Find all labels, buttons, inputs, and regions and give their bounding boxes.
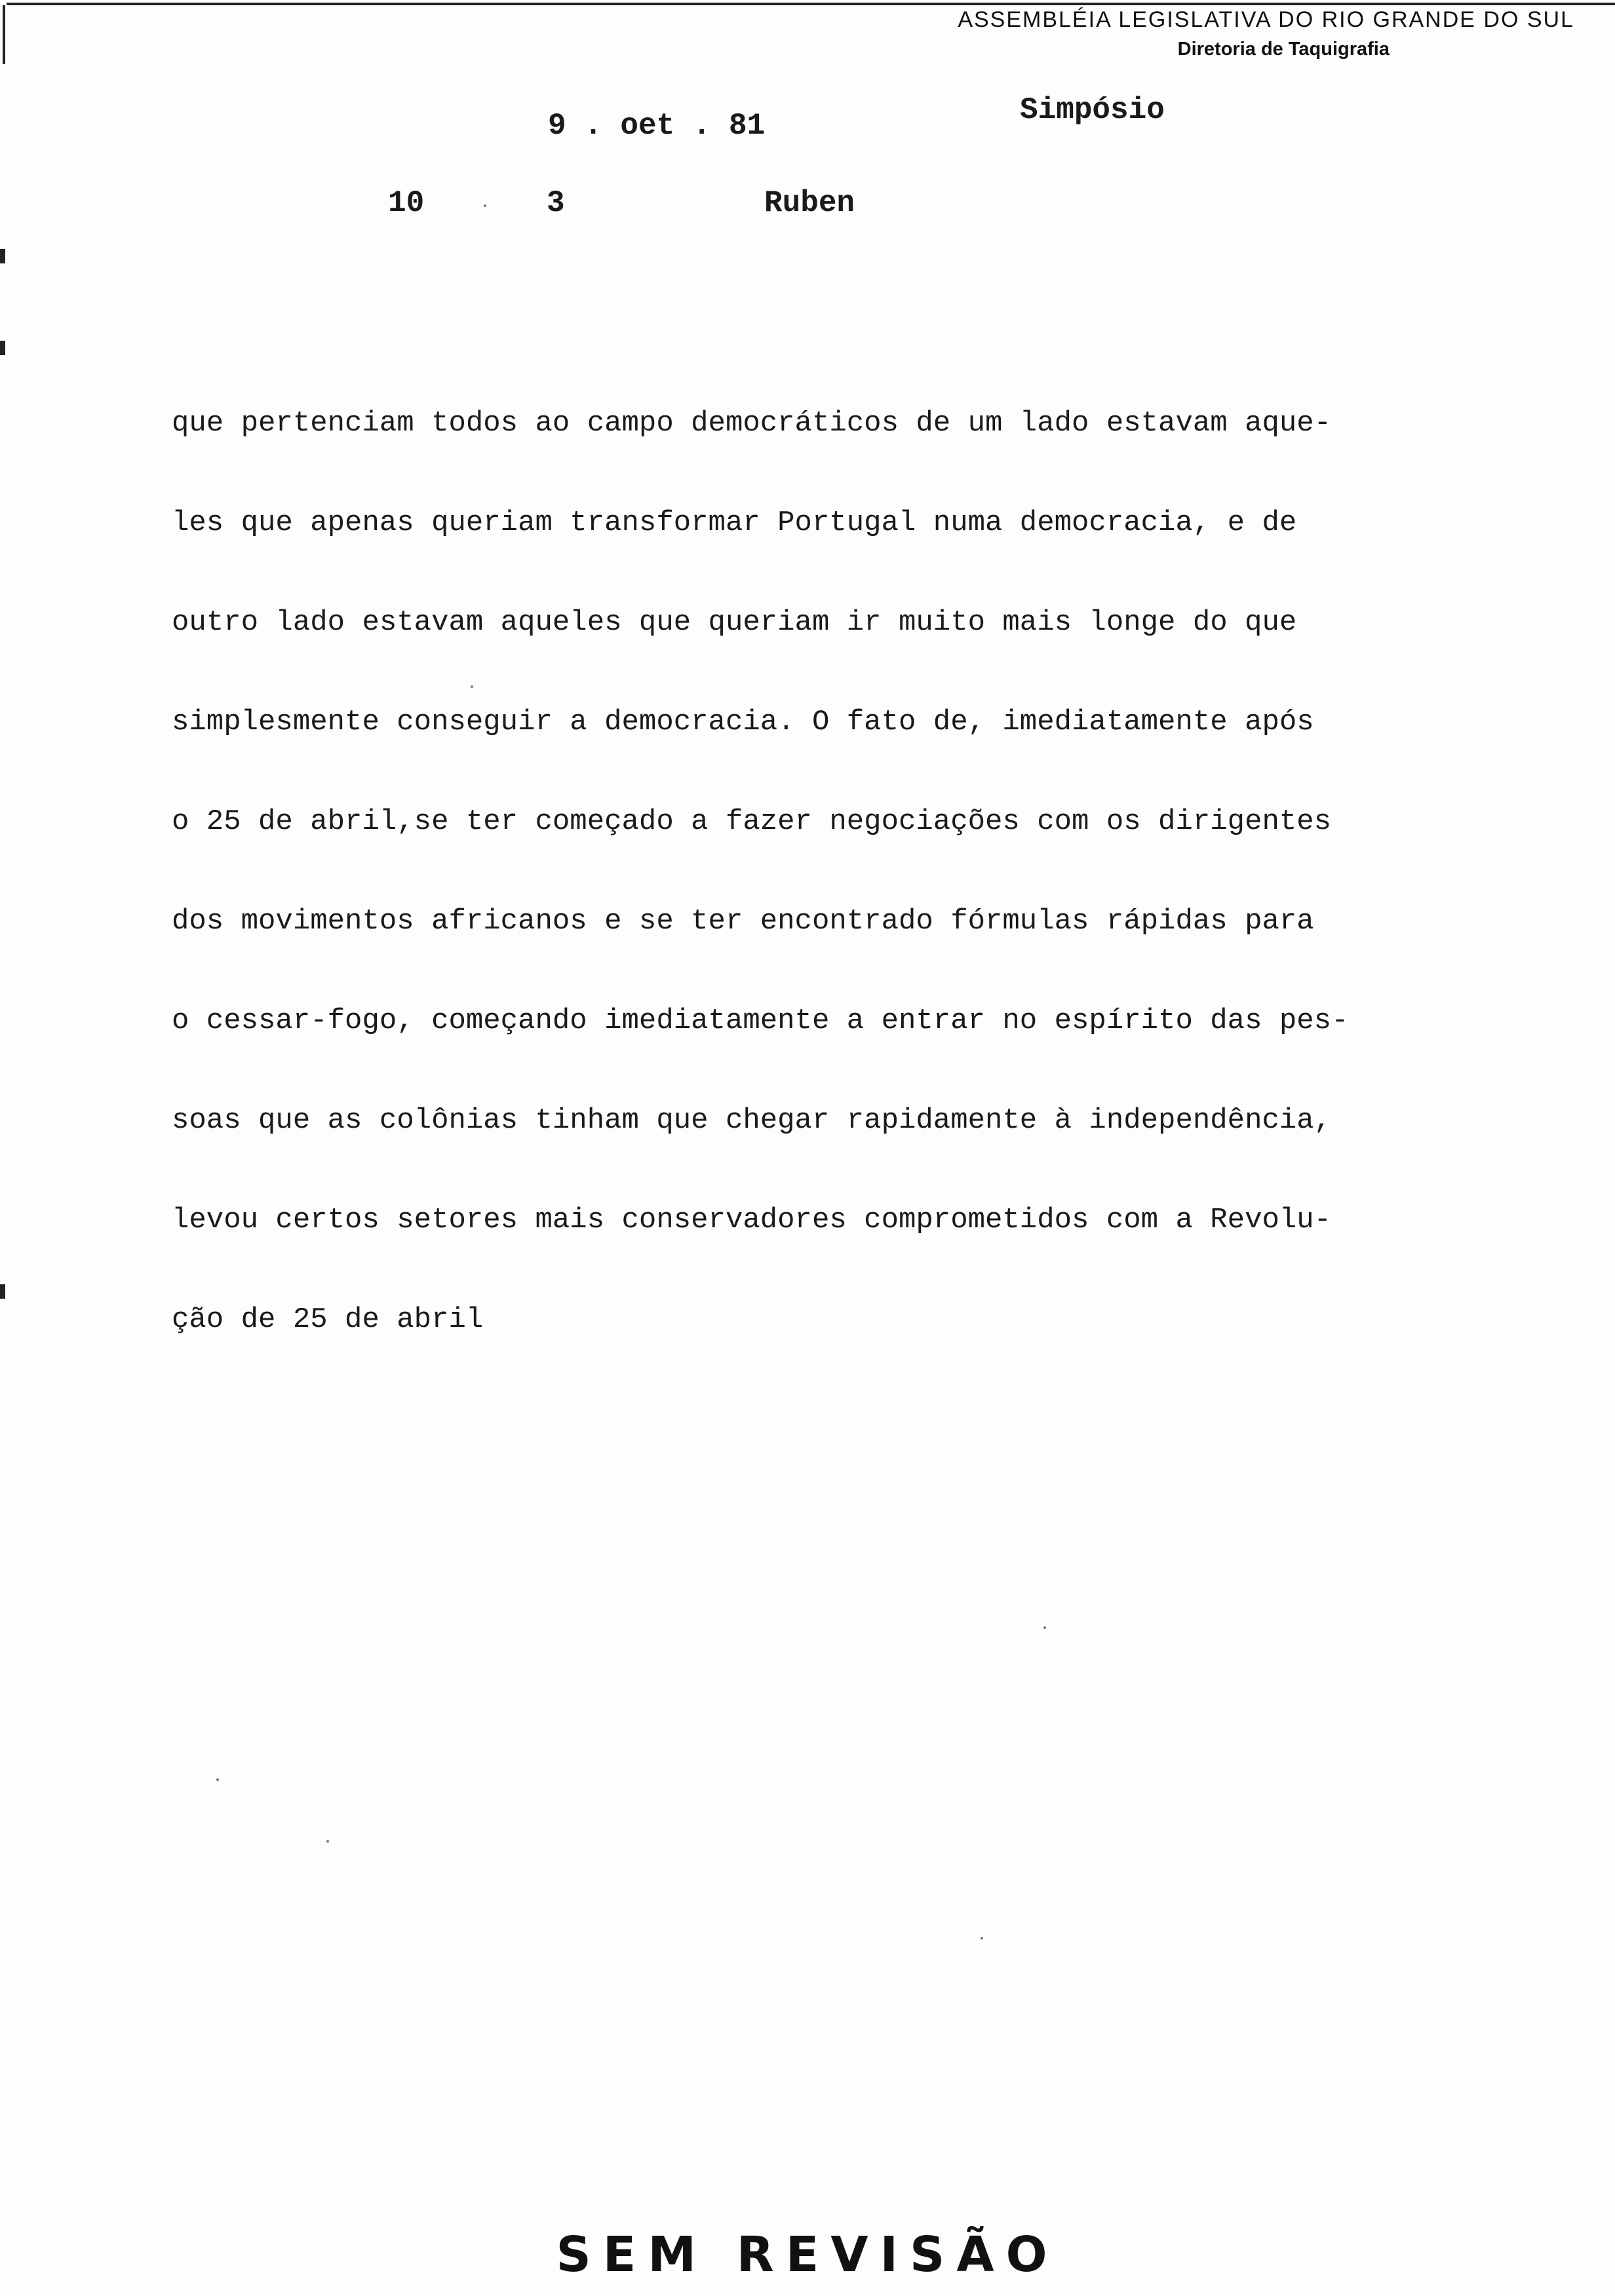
transcript-line: ção de 25 de abril bbox=[172, 1303, 484, 1336]
scan-speck bbox=[326, 1840, 329, 1843]
event-name: Simpósio bbox=[1020, 93, 1165, 127]
organization-name: ASSEMBLÉIA LEGISLATIVA DO RIO GRANDE DO SUL bbox=[958, 7, 1574, 32]
scan-speck bbox=[1043, 1626, 1046, 1629]
transcript-body bbox=[172, 397, 1522, 1393]
transcript-line: o cessar-fogo, começando imediatamente a entrar no espírito das pes- bbox=[172, 1004, 1349, 1037]
page-edge-mark bbox=[0, 249, 5, 263]
transcript-line: o 25 de abril,se ter começado a fazer negociações com os dirigentes bbox=[172, 805, 1332, 838]
scan-speck bbox=[216, 1778, 219, 1781]
transcript-line: dos movimentos africanos e se ter encontrado fórmulas rápidas para bbox=[172, 905, 1314, 938]
letterhead bbox=[958, 5, 1574, 64]
transcript-line: soas que as colônias tinham que chegar rapidamente à independência, bbox=[172, 1104, 1332, 1137]
scan-speck bbox=[981, 1937, 983, 1940]
scan-speck bbox=[471, 685, 473, 688]
page-edge-mark bbox=[0, 1284, 5, 1299]
transcript-line: que pertenciam todos ao campo democráticos de um lado estavam aque- bbox=[172, 407, 1332, 440]
transcript-line: les que apenas queriam transformar Portugal numa democracia, e de bbox=[172, 507, 1297, 539]
department-name: Diretoria de Taquigrafia bbox=[1177, 39, 1390, 60]
transcript-line: outro lado estavam aqueles que queriam ir muito mais longe do que bbox=[172, 606, 1297, 639]
scan-speck bbox=[484, 204, 486, 207]
sheet-number: 10 bbox=[388, 186, 425, 220]
page-edge-mark bbox=[0, 341, 5, 355]
part-number: 3 bbox=[547, 186, 565, 220]
speaker-name: Ruben bbox=[764, 186, 855, 220]
page-left-border bbox=[3, 5, 5, 64]
transcript-line: levou certos setores mais conservadores comprometidos com a Revolu- bbox=[172, 1204, 1332, 1236]
transcript-line: simplesmente conseguir a democracia. O fato de, imediatamente após bbox=[172, 706, 1314, 738]
sem-revisao-stamp: SEM REVISÃO bbox=[556, 2227, 1059, 2283]
session-date: 9 . oet . 81 bbox=[548, 109, 766, 143]
